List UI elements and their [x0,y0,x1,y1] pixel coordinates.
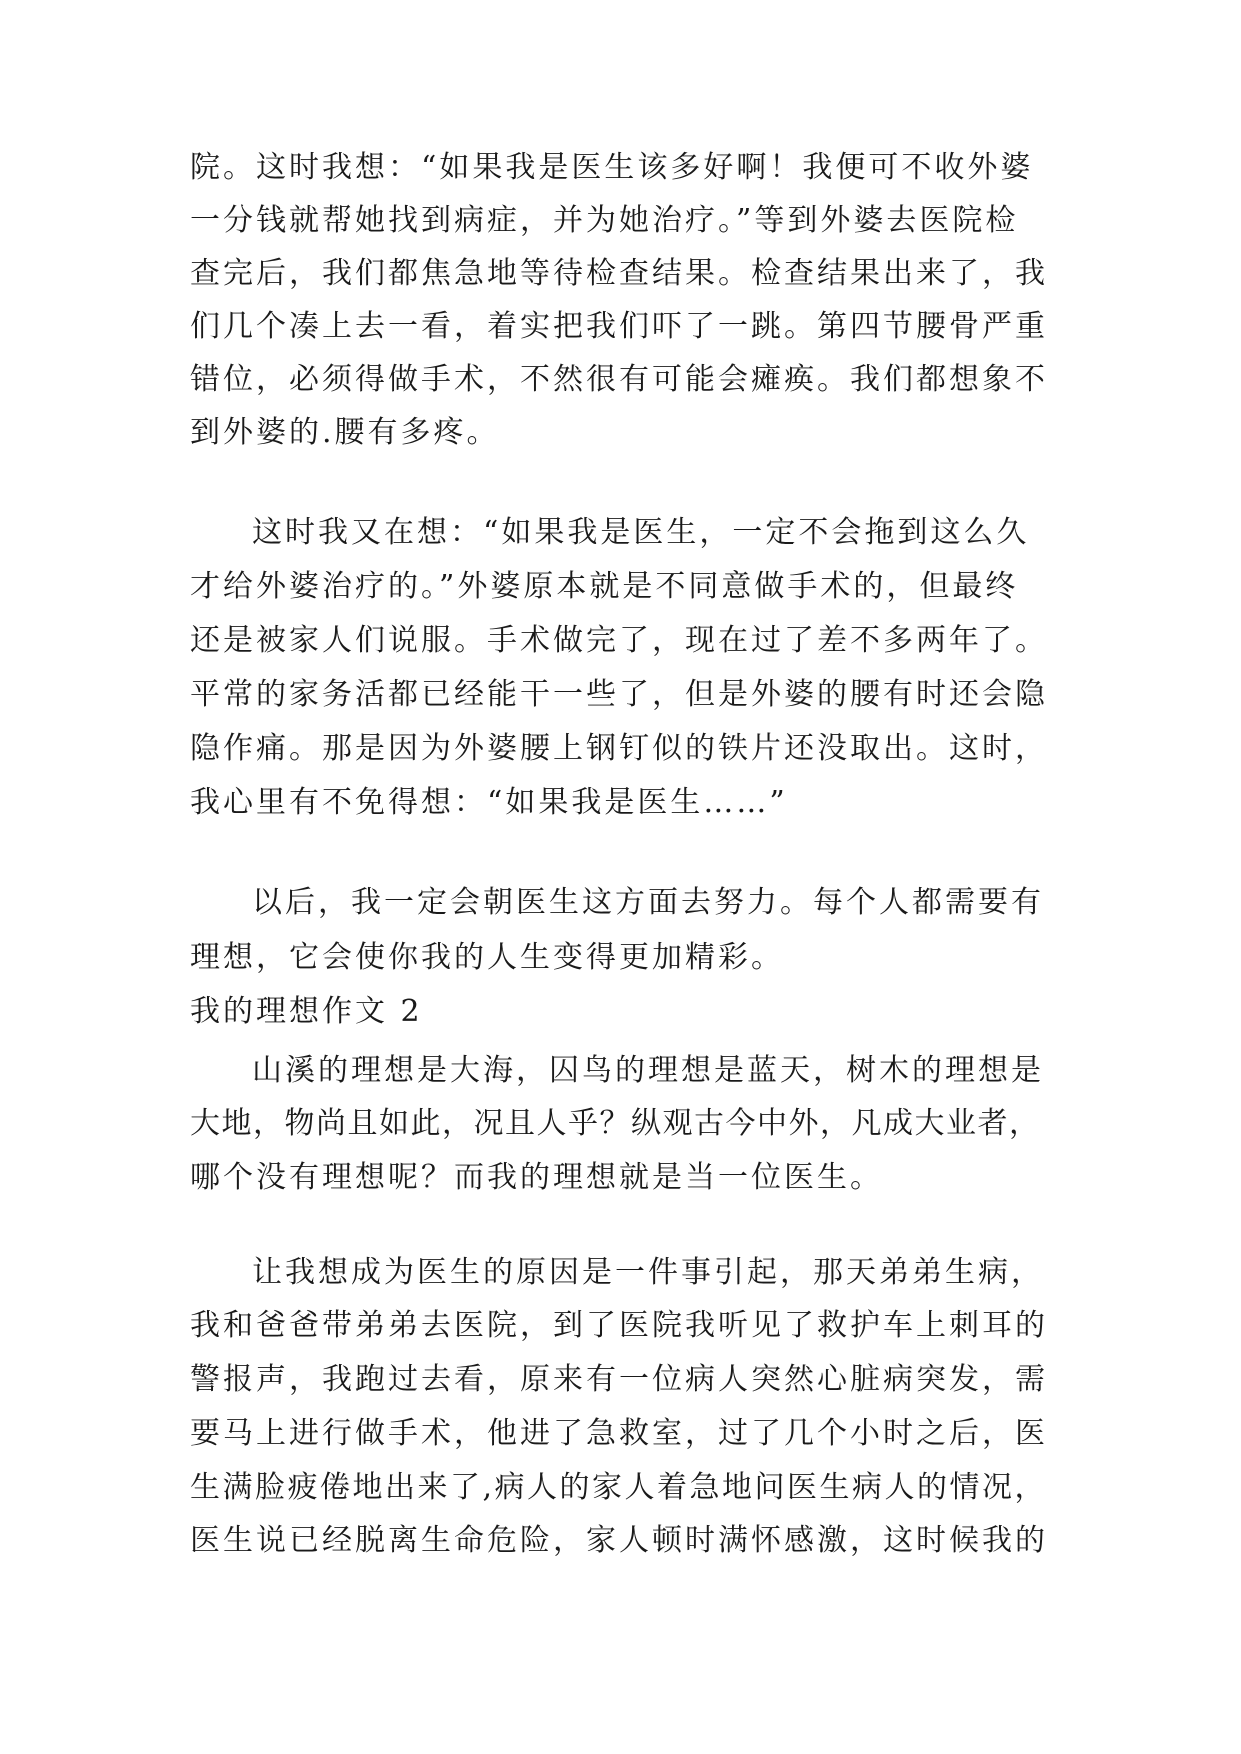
text-line: 我和爸爸带弟弟去医院，到了医院我听见了救护车上刺耳的 [190,1308,1048,1343]
text-line: 大地，物尚且如此，况且人乎？纵观古今中外，凡成大业者， [190,1106,1041,1141]
text-line: 错位，必须得做手术，不然很有可能会瘫痪。我们都想象不 [190,362,1048,397]
text-line: 我心里有不免得想：“如果我是医生……” [190,785,788,820]
text-line: 平常的家务活都已经能干一些了，但是外婆的腰有时还会隐 [190,677,1048,712]
text-line: 院。这时我想：“如果我是医生该多好啊！我便可不收外婆 [190,150,1034,185]
text-line: 这时我又在想：“如果我是医生，一定不会拖到这么久 [252,515,1030,550]
text-line: 以后，我一定会朝医生这方面去努力。每个人都需要有 [252,885,1044,920]
text-line: 查完后，我们都焦急地等待检查结果。检查结果出来了，我 [190,256,1048,291]
text-line: 要马上进行做手术，他进了急救室，过了几个小时之后，医 [190,1416,1048,1451]
text-line: 哪个没有理想呢？而我的理想就是当一位医生。 [190,1160,883,1195]
text-line: 生满脸疲倦地出来了,病人的家人着急地问医生病人的情况， [190,1470,1048,1505]
text-line: 山溪的理想是大海，囚鸟的理想是蓝天，树木的理想是 [252,1053,1044,1088]
text-line: 理想，它会使你我的人生变得更加精彩。 [190,940,784,975]
text-line: 让我想成为医生的原因是一件事引起，那天弟弟生病， [252,1255,1044,1290]
text-line: 才给外婆治疗的。”外婆原本就是不同意做手术的，但最终 [190,569,1019,604]
text-line: 到外婆的.腰有多疼。 [190,415,500,450]
text-line: 一分钱就帮她找到病症，并为她治疗。”等到外婆去医院检 [190,203,1019,238]
section-heading: 我的理想作文 2 [190,994,423,1029]
text-line: 警报声，我跑过去看，原来有一位病人突然心脏病突发，需 [190,1362,1048,1397]
text-line: 们几个凑上去一看，着实把我们吓了一跳。第四节腰骨严重 [190,309,1048,344]
text-line: 还是被家人们说服。手术做完了，现在过了差不多两年了。 [190,623,1048,658]
text-line: 医生说已经脱离生命危险，家人顿时满怀感激，这时候我的 [190,1523,1048,1558]
text-line: 隐作痛。那是因为外婆腰上钢钉似的铁片还没取出。这时， [190,731,1048,766]
